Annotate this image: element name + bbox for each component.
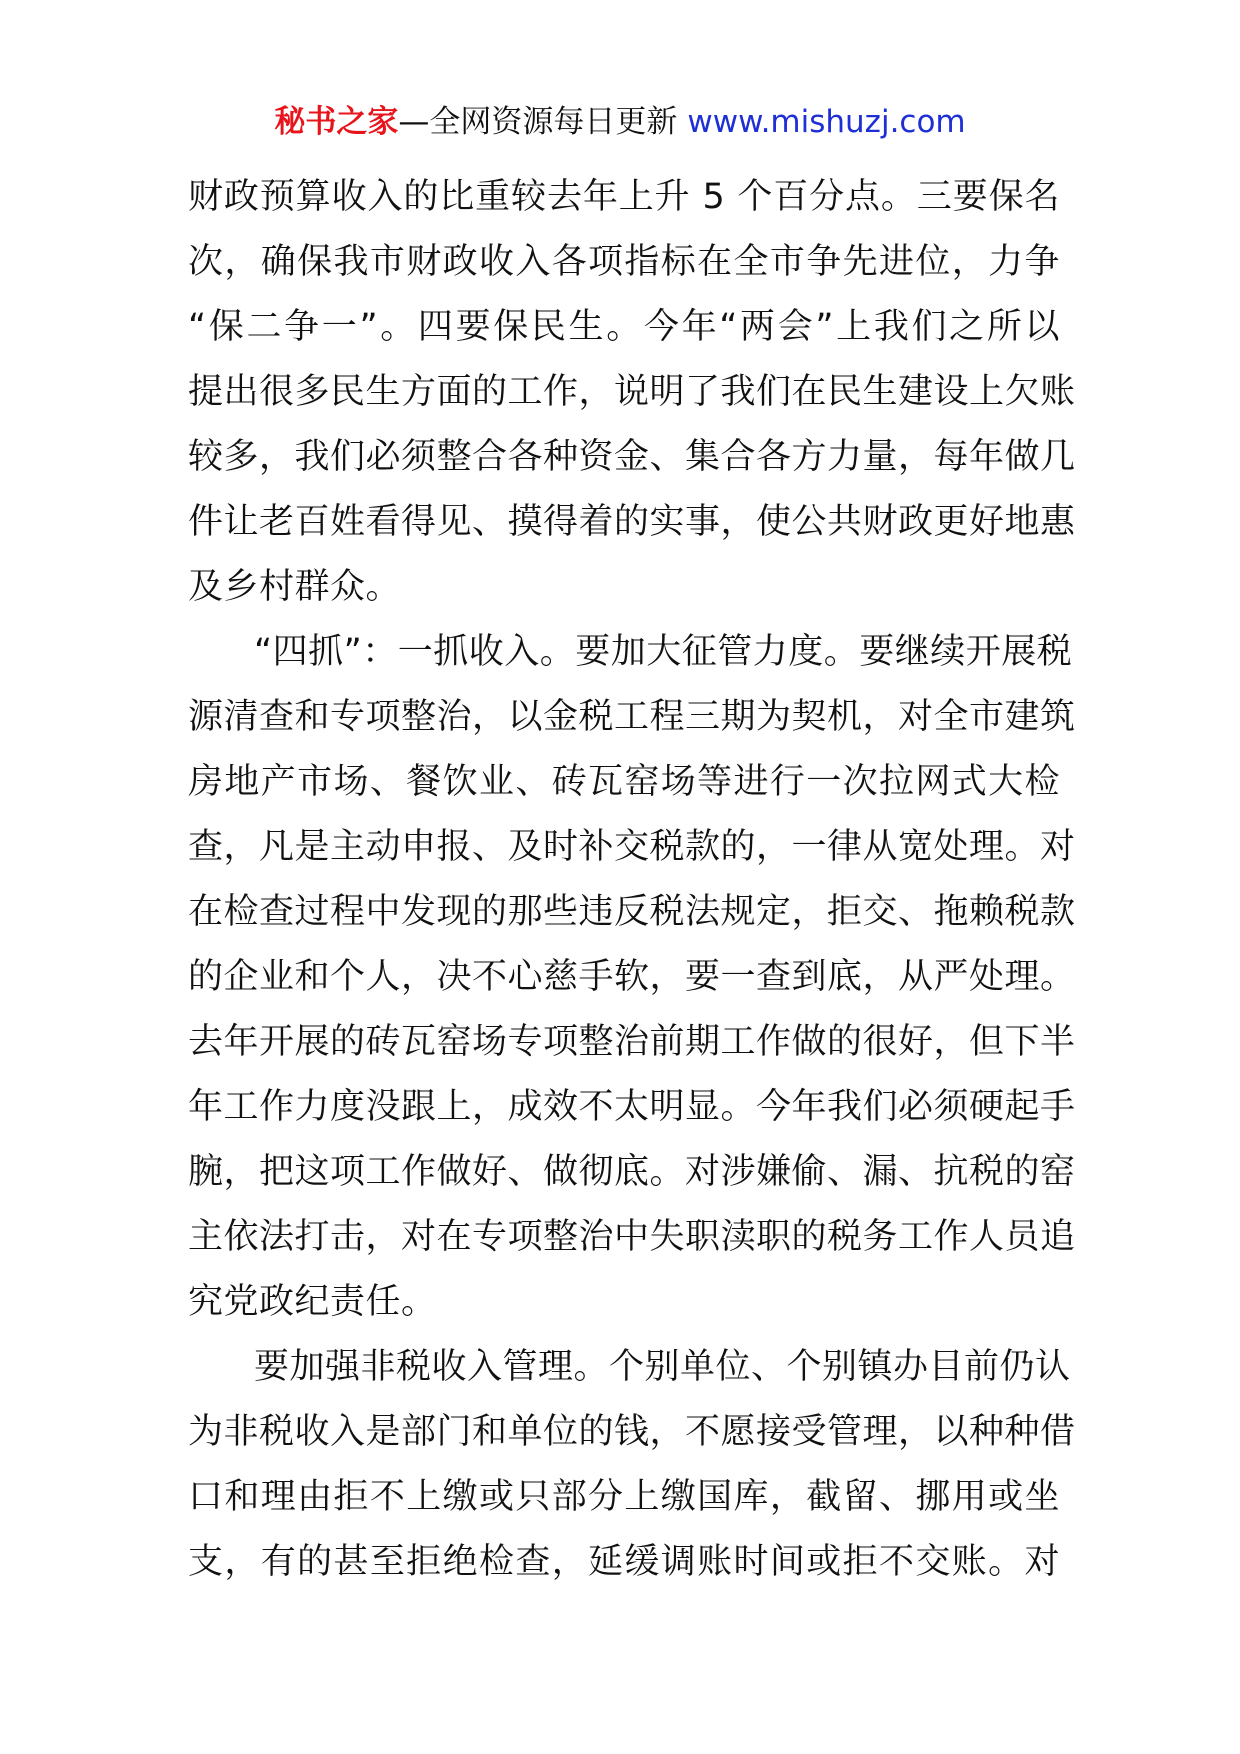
text-line: 查，凡是主动申报、及时补交税款的，一律从宽处理。对 xyxy=(188,827,1076,867)
text-line: 腕，把这项工作做好、做彻底。对涉嫌偷、漏、抗税的窑 xyxy=(188,1152,1076,1192)
text-line: 口和理由拒不上缴或只部分上缴国库，截留、挪用或坐 xyxy=(188,1477,1060,1517)
text-line: 在检查过程中发现的那些违反税法规定，拒交、拖赖税款 xyxy=(188,892,1076,932)
text-line: 次，确保我市财政收入各项指标在全市争先进位，力争 xyxy=(188,242,1060,282)
text-line: “四抓”：一抓收入。要加大征管力度。要继续开展税 xyxy=(254,632,1073,672)
text-line: 源清查和专项整治，以金税工程三期为契机，对全市建筑 xyxy=(188,697,1076,737)
page-header xyxy=(0,100,1240,144)
text-line: 财政预算收入的比重较去年上升 5 个百分点。三要保名 xyxy=(188,177,1060,217)
text-line: 支，有的甚至拒绝检查，延缓调账时间或拒不交账。对 xyxy=(188,1542,1060,1582)
website-link[interactable]: www.mishuzj.com xyxy=(687,104,966,140)
text-line: 要加强非税收入管理。个别单位、个别镇办目前仍认 xyxy=(254,1347,1071,1387)
text-line: 究党政纪责任。 xyxy=(188,1282,437,1322)
text-line: 件让老百姓看得见、摸得着的实事，使公共财政更好地惠 xyxy=(188,502,1076,542)
text-line: 房地产市场、餐饮业、砖瓦窑场等进行一次拉网式大检 xyxy=(188,762,1060,802)
brand-name: 秘书之家 xyxy=(274,104,399,140)
document-body xyxy=(188,165,1076,1595)
text-line: “保二争一”。四要保民生。今年“两会”上我们之所以 xyxy=(188,307,1060,347)
text-line: 主依法打击，对在专项整治中失职渎职的税务工作人员追 xyxy=(188,1217,1076,1257)
text-line: 年工作力度没跟上，成效不太明显。今年我们必须硬起手 xyxy=(188,1087,1076,1127)
text-line: 提出很多民生方面的工作，说明了我们在民生建设上欠账 xyxy=(188,372,1076,412)
text-line: 的企业和个人，决不心慈手软，要一查到底，从严处理。 xyxy=(188,957,1076,997)
text-line: 及乡村群众。 xyxy=(188,567,402,607)
text-line: 去年开展的砖瓦窑场专项整治前期工作做的很好，但下半 xyxy=(188,1022,1076,1062)
header-tagline: —全网资源每日更新 xyxy=(398,104,678,140)
text-line: 为非税收入是部门和单位的钱，不愿接受管理，以种种借 xyxy=(188,1412,1076,1452)
text-line: 较多，我们必须整合各种资金、集合各方力量，每年做几 xyxy=(188,437,1076,477)
